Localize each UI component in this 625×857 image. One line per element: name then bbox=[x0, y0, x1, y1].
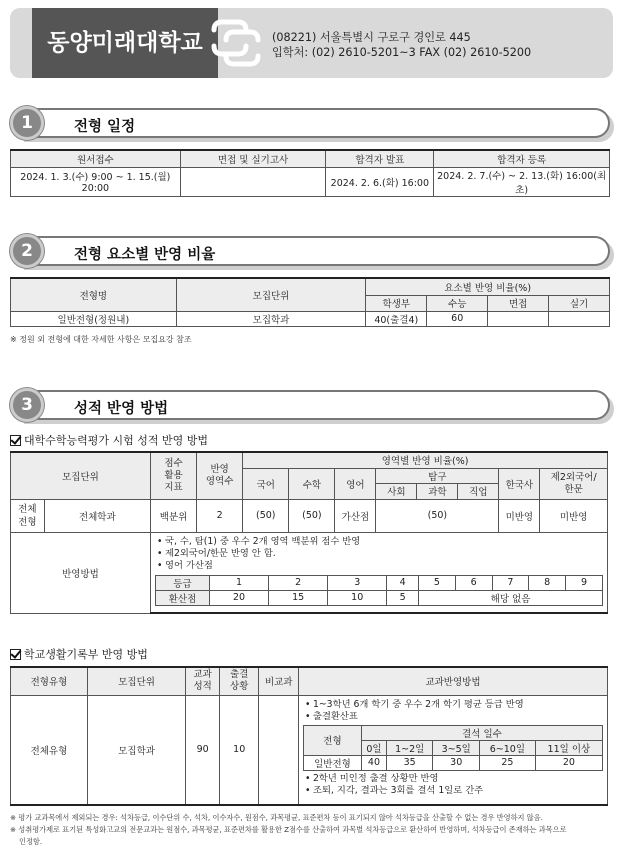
ratio-header-type: 전형명 bbox=[11, 278, 177, 311]
footnote: ※ 평가 교과목에서 제외되는 경우: 석차등급, 이수단위 수, 석차, 이수자수, 원점수, 과목평균, 표준편차 등이 표기되지 않아 석차등급을 산출할 수 없는 경우 반영하지 않음. bbox=[10, 813, 543, 822]
suneung-header-index: 점수 활용 지표 bbox=[150, 452, 196, 499]
ratio-cell bbox=[488, 311, 549, 326]
header-banner bbox=[10, 8, 613, 78]
suneung-subhead-text: 대학수학능력평가 시험 성적 반영 방법 bbox=[24, 434, 209, 447]
ratio-subheader: 수능 bbox=[427, 295, 488, 311]
grade-cell: 1 bbox=[209, 575, 268, 590]
record-header: 모집단위 bbox=[87, 667, 185, 695]
suneung-cell: 2 bbox=[197, 499, 243, 532]
schedule-header: 합격자 등록 bbox=[434, 150, 610, 167]
section-number: 3 bbox=[21, 395, 33, 415]
record-header: 교과 성적 bbox=[186, 667, 220, 695]
header-inquiry: 탐구 bbox=[376, 468, 499, 483]
grade-cell: 3 bbox=[328, 575, 387, 590]
header-eng: 영어 bbox=[335, 468, 376, 499]
ratio-subheader: 학생부 bbox=[366, 295, 427, 311]
suneung-cell: (50) bbox=[376, 499, 499, 532]
attendance-table bbox=[303, 725, 603, 771]
bonus-label: 환산점 bbox=[155, 590, 209, 605]
header-history: 한국사 bbox=[499, 468, 540, 499]
section-2-header bbox=[10, 234, 610, 270]
grade-table bbox=[155, 575, 603, 606]
suneung-header-count: 반영 영역수 bbox=[197, 452, 243, 499]
suneung-cell: 백분위 bbox=[150, 499, 196, 532]
att-score: 20 bbox=[535, 755, 602, 770]
section-number-badge bbox=[10, 106, 44, 140]
ratio-header-elements: 요소별 반영 비율(%) bbox=[366, 278, 610, 295]
section-number: 2 bbox=[21, 241, 33, 261]
att-score: 30 bbox=[433, 755, 480, 770]
record-subhead bbox=[10, 646, 148, 662]
att-score: 40 bbox=[361, 755, 386, 770]
schedule-header: 원서접수 bbox=[11, 150, 181, 167]
method-cell bbox=[150, 532, 607, 613]
record-cell: 모집학과 bbox=[87, 695, 185, 805]
suneung-cell: (50) bbox=[289, 499, 335, 532]
footnote: ※ 성취평가제로 표기된 특성화고교의 전문교과는 원점수, 과목평균, 표준편차를 활용한 Z점수를 산출하여 과목별 석차등급으로 환산하여 반영하며, 석차등급이 존재하는 과목으로 bbox=[10, 825, 567, 834]
att-day: 3~5일 bbox=[433, 740, 480, 755]
chain-link-icon bbox=[210, 18, 262, 68]
header-kor: 국어 bbox=[243, 468, 289, 499]
footnote: 인정함. bbox=[19, 837, 43, 846]
grade-cell: 7 bbox=[492, 575, 529, 590]
record-cell: 전체유형 bbox=[11, 695, 88, 805]
schedule-cell bbox=[180, 167, 326, 196]
record-header: 전형유형 bbox=[11, 667, 88, 695]
header-foreign: 제2외국어/ 한문 bbox=[540, 468, 608, 499]
record-bullet: • 출결환산표 bbox=[303, 711, 603, 723]
header-inq-sub: 과학 bbox=[417, 483, 458, 499]
row-unit: 전체학과 bbox=[44, 499, 150, 532]
method-label: 반영방법 bbox=[11, 532, 151, 613]
record-header: 교과반영방법 bbox=[298, 667, 607, 695]
record-header: 출결 상황 bbox=[219, 667, 259, 695]
ratio-cell bbox=[549, 311, 610, 326]
att-header-days: 결석 일수 bbox=[361, 725, 602, 740]
att-day: 0일 bbox=[361, 740, 386, 755]
method-bullets bbox=[155, 536, 603, 572]
method-bullet: • 영어 가산점 bbox=[155, 560, 603, 572]
record-bullet: • 2학년 미인정 출결 상황만 반영 bbox=[303, 773, 603, 785]
section-3-header bbox=[10, 388, 610, 424]
suneung-header-unit: 모집단위 bbox=[11, 452, 151, 499]
att-score: 35 bbox=[386, 755, 433, 770]
record-subhead-text: 학교생활기록부 반영 방법 bbox=[24, 648, 148, 661]
section-number-badge bbox=[10, 388, 44, 422]
row-type: 전체 전형 bbox=[11, 499, 45, 532]
university-name: 동양미래대학교 bbox=[47, 30, 203, 56]
suneung-subhead bbox=[10, 432, 208, 448]
bonus-cell: 15 bbox=[269, 590, 328, 605]
grade-label: 등급 bbox=[155, 575, 209, 590]
bonus-cell: 20 bbox=[209, 590, 268, 605]
record-header: 비교과 bbox=[259, 667, 298, 695]
ratio-subheader: 면접 bbox=[488, 295, 549, 311]
suneung-cell: 가산점 bbox=[335, 499, 376, 532]
ratio-cell: 40(출결4) bbox=[366, 311, 427, 326]
section-number: 1 bbox=[21, 113, 33, 133]
grade-cell: 8 bbox=[529, 575, 566, 590]
section-number-badge bbox=[10, 234, 44, 268]
record-bullets-bottom bbox=[303, 773, 603, 797]
section-title: 전형 일정 bbox=[74, 119, 136, 135]
ratio-header-unit: 모집단위 bbox=[176, 278, 366, 311]
schedule-header: 면접 및 실기고사 bbox=[180, 150, 326, 167]
schedule-cell: 2024. 2. 6.(화) 16:00 bbox=[326, 167, 434, 196]
bonus-cell: 5 bbox=[387, 590, 419, 605]
record-cell: 10 bbox=[219, 695, 259, 805]
record-table bbox=[10, 666, 608, 806]
ratio-table bbox=[10, 277, 610, 327]
ratio-cell: 일반전형(정원내) bbox=[11, 311, 177, 326]
att-row-label: 일반전형 bbox=[303, 755, 361, 770]
bonus-rest: 해당 없음 bbox=[419, 590, 603, 605]
suneung-cell: 미반영 bbox=[499, 499, 540, 532]
address-line: (08221) 서울특별시 구로구 경인로 445 bbox=[272, 31, 471, 44]
grade-cell: 5 bbox=[419, 575, 456, 590]
section-title: 성적 반영 방법 bbox=[74, 401, 169, 417]
section-title: 전형 요소별 반영 비율 bbox=[74, 247, 216, 263]
grade-cell: 4 bbox=[387, 575, 419, 590]
checkbox-icon bbox=[10, 435, 21, 446]
schedule-header: 합격자 발표 bbox=[326, 150, 434, 167]
university-name-box bbox=[32, 8, 218, 78]
grade-cell: 9 bbox=[566, 575, 603, 590]
suneung-table bbox=[10, 451, 608, 614]
ratio-subheader: 실기 bbox=[549, 295, 610, 311]
schedule-cell: 2024. 2. 7.(수) ~ 2. 13.(화) 16:00(최초) bbox=[434, 167, 610, 196]
record-method-cell bbox=[298, 695, 607, 805]
att-score: 25 bbox=[479, 755, 535, 770]
suneung-cell: (50) bbox=[243, 499, 289, 532]
grade-cell: 2 bbox=[269, 575, 328, 590]
att-header-type: 전형 bbox=[303, 725, 361, 755]
suneung-cell: 미반영 bbox=[540, 499, 608, 532]
ratio-note: ※ 정원 외 전형에 대한 자세한 사항은 모집요강 참조 bbox=[10, 335, 192, 344]
contact-line: 입학처: (02) 2610-5201~3 FAX (02) 2610-5200 bbox=[272, 46, 532, 59]
section-1-header bbox=[10, 106, 610, 142]
schedule-table bbox=[10, 149, 610, 197]
record-cell: 90 bbox=[186, 695, 220, 805]
record-bullet: • 조퇴, 지각, 결과는 3회를 결석 1일로 간주 bbox=[303, 785, 603, 797]
header-inq-sub: 직업 bbox=[458, 483, 499, 499]
header-inq-sub: 사회 bbox=[376, 483, 417, 499]
header-math: 수학 bbox=[289, 468, 335, 499]
grade-cell: 6 bbox=[455, 575, 492, 590]
suneung-header-ratio: 영역별 반영 비율(%) bbox=[243, 452, 608, 468]
record-bullets-top bbox=[303, 699, 603, 723]
header-address bbox=[272, 30, 531, 60]
method-bullet: • 제2외국어/한문 반영 안 함. bbox=[155, 548, 603, 560]
att-day: 11일 이상 bbox=[535, 740, 602, 755]
ratio-cell: 모집학과 bbox=[176, 311, 366, 326]
checkbox-icon bbox=[10, 649, 21, 660]
ratio-cell: 60 bbox=[427, 311, 488, 326]
att-day: 6~10일 bbox=[479, 740, 535, 755]
footnotes bbox=[10, 812, 614, 848]
schedule-cell: 2024. 1. 3.(수) 9:00 ~ 1. 15.(월) 20:00 bbox=[11, 167, 181, 196]
record-cell bbox=[259, 695, 298, 805]
bonus-cell: 10 bbox=[328, 590, 387, 605]
att-day: 1~2일 bbox=[386, 740, 433, 755]
method-bullet: • 국, 수, 탐(1) 중 우수 2개 영역 백분위 점수 반영 bbox=[155, 536, 603, 548]
record-bullet: • 1~3학년 6개 학기 중 우수 2개 학기 평균 등급 반영 bbox=[303, 699, 603, 711]
